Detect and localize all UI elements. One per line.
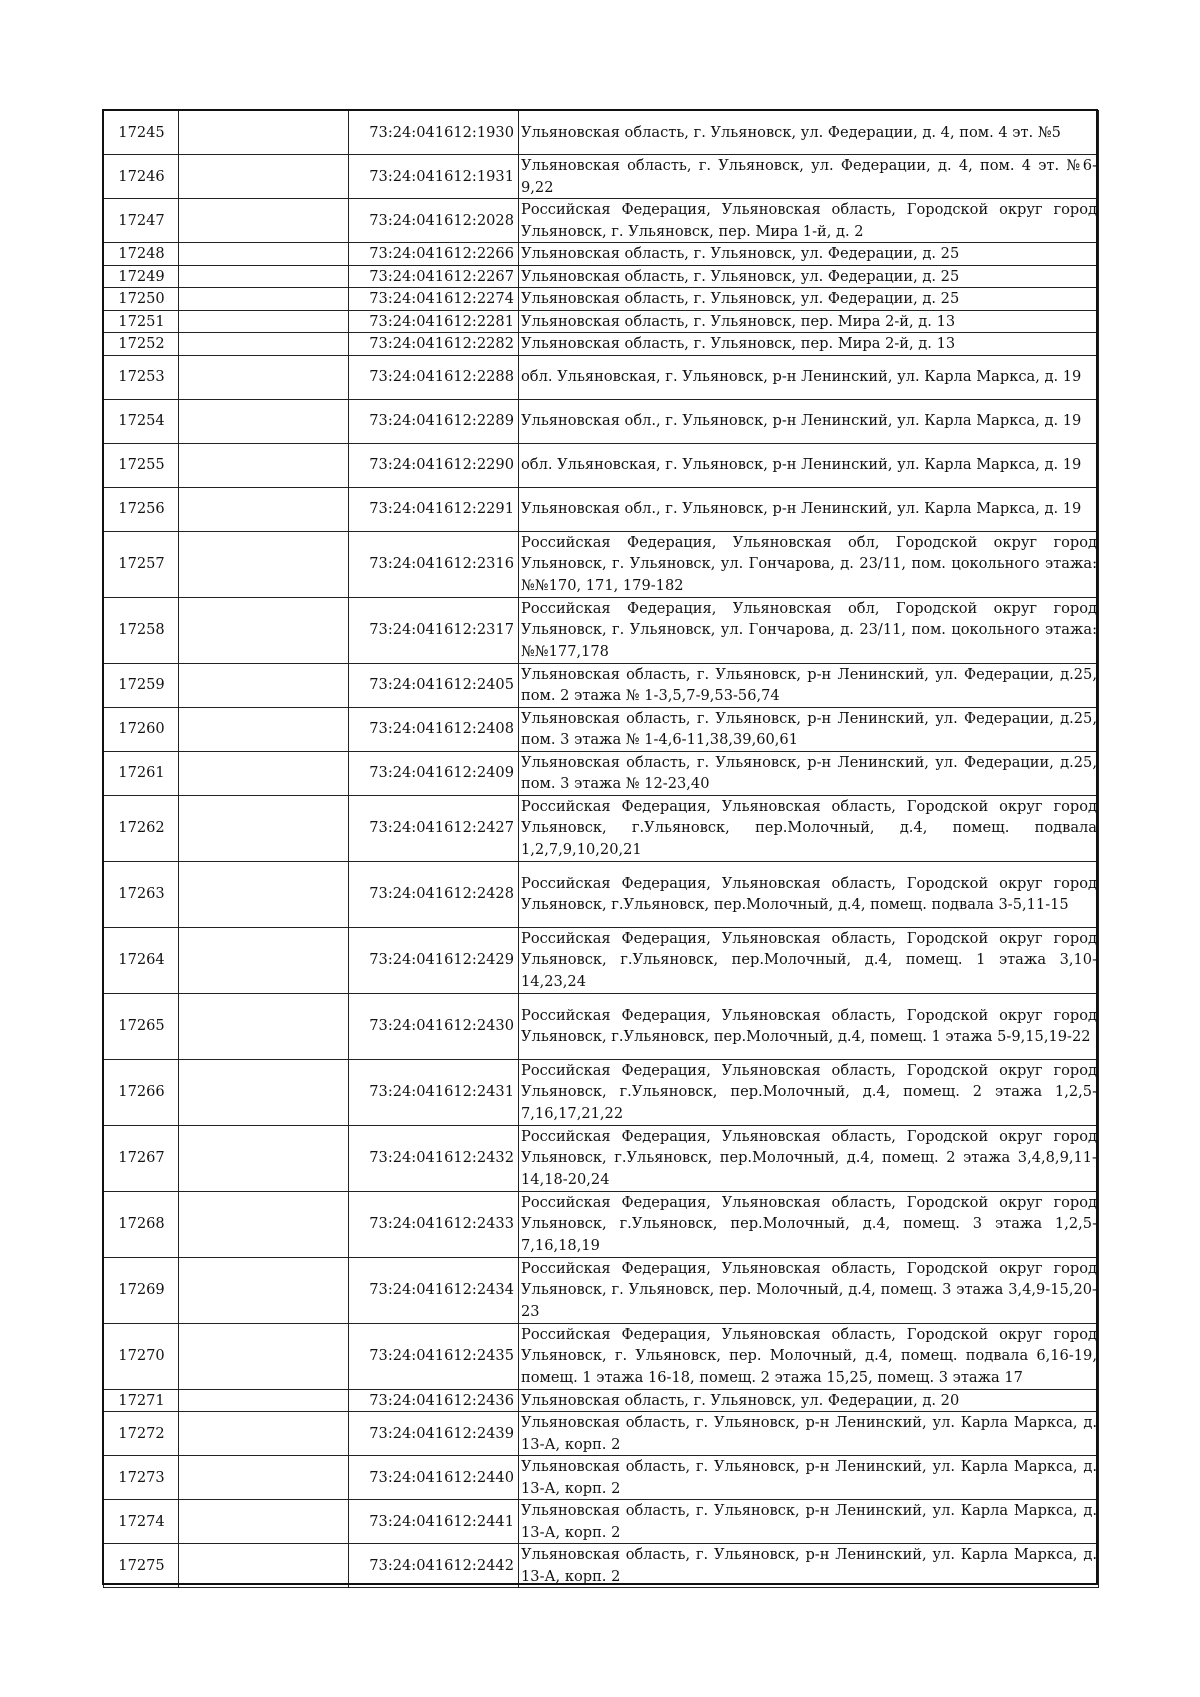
row-empty-cell xyxy=(179,861,349,927)
cadastral-number: 73:24:041612:2408 xyxy=(349,707,519,751)
cadastral-number: 73:24:041612:1931 xyxy=(349,155,519,199)
row-number: 17275 xyxy=(104,1544,179,1588)
table-row xyxy=(104,1456,1099,1500)
address-cell: Ульяновская область, г. Ульяновск, ул. Федерации, д. 4, пом. 4 эт. №5 xyxy=(519,111,1099,155)
table-row xyxy=(104,111,1099,155)
row-number: 17255 xyxy=(104,443,179,487)
row-number: 17253 xyxy=(104,355,179,399)
table-row xyxy=(104,243,1099,266)
address-cell: Российская Федерация, Ульяновская обл, Городской округ город Ульяновск, г. Ульяновск, ул. Гончарова, д. 23/11, пом. цокольного этажа: №№177,178 xyxy=(519,597,1099,663)
row-empty-cell xyxy=(179,333,349,356)
address-cell: Ульяновская область, г. Ульяновск, ул. Федерации, д. 25 xyxy=(519,265,1099,288)
address-cell: Ульяновская область, г. Ульяновск, ул. Федерации, д. 25 xyxy=(519,243,1099,266)
cadastral-number: 73:24:041612:2267 xyxy=(349,265,519,288)
row-number: 17265 xyxy=(104,993,179,1059)
row-empty-cell xyxy=(179,751,349,795)
table-row xyxy=(104,1059,1099,1125)
row-number: 17263 xyxy=(104,861,179,927)
table-row xyxy=(104,1389,1099,1412)
table-row xyxy=(104,399,1099,443)
table-row xyxy=(104,531,1099,597)
table-row xyxy=(104,861,1099,927)
address-cell: Российская Федерация, Ульяновская область, Городской округ город Ульяновск, г.Ульяновск, пер.Молочный, д.4, помещ. 2 этажа 3,4,8,9,11-14,18-20,24 xyxy=(519,1125,1099,1191)
address-cell: Российская Федерация, Ульяновская обл, Городской округ город Ульяновск, г. Ульяновск, ул. Гончарова, д. 23/11, пом. цокольного этажа: №№170, 171, 179-182 xyxy=(519,531,1099,597)
row-empty-cell xyxy=(179,1389,349,1412)
cadastral-number: 73:24:041612:2409 xyxy=(349,751,519,795)
row-empty-cell xyxy=(179,111,349,155)
row-empty-cell xyxy=(179,1412,349,1456)
row-number: 17246 xyxy=(104,155,179,199)
row-empty-cell xyxy=(179,310,349,333)
row-empty-cell xyxy=(179,288,349,311)
cadastral-number: 73:24:041612:2288 xyxy=(349,355,519,399)
table-row xyxy=(104,487,1099,531)
cadastral-number: 73:24:041612:2289 xyxy=(349,399,519,443)
address-cell: Ульяновская область, г. Ульяновск, ул. Федерации, д. 4, пом. 4 эт. №6-9,22 xyxy=(519,155,1099,199)
cadastral-number: 73:24:041612:1930 xyxy=(349,111,519,155)
table-row xyxy=(104,597,1099,663)
row-number: 17274 xyxy=(104,1500,179,1544)
row-empty-cell xyxy=(179,707,349,751)
row-number: 17271 xyxy=(104,1389,179,1412)
row-number: 17269 xyxy=(104,1257,179,1323)
row-number: 17266 xyxy=(104,1059,179,1125)
registry-table xyxy=(103,110,1099,1588)
row-number: 17252 xyxy=(104,333,179,356)
cadastral-number: 73:24:041612:2290 xyxy=(349,443,519,487)
row-number: 17247 xyxy=(104,199,179,243)
cadastral-number: 73:24:041612:2317 xyxy=(349,597,519,663)
row-number: 17272 xyxy=(104,1412,179,1456)
cadastral-number: 73:24:041612:2281 xyxy=(349,310,519,333)
row-empty-cell xyxy=(179,597,349,663)
row-number: 17245 xyxy=(104,111,179,155)
cadastral-number: 73:24:041612:2291 xyxy=(349,487,519,531)
row-number: 17260 xyxy=(104,707,179,751)
row-empty-cell xyxy=(179,531,349,597)
table-row xyxy=(104,265,1099,288)
table-row xyxy=(104,1323,1099,1389)
table-row xyxy=(104,310,1099,333)
row-number: 17257 xyxy=(104,531,179,597)
row-empty-cell xyxy=(179,1323,349,1389)
table-row xyxy=(104,443,1099,487)
address-cell: Российская Федерация, Ульяновская область, Городской округ город Ульяновск, г.Ульяновск, пер.Молочный, д.4, помещ. 1 этажа 5-9,15,19-22 xyxy=(519,993,1099,1059)
row-empty-cell xyxy=(179,1257,349,1323)
row-empty-cell xyxy=(179,1500,349,1544)
table-row xyxy=(104,199,1099,243)
address-cell: Ульяновская область, г. Ульяновск, р-н Ленинский, ул. Федерации, д.25, пом. 3 этажа № 12-23,40 xyxy=(519,751,1099,795)
address-cell: Российская Федерация, Ульяновская область, Городской округ город Ульяновск, г. Ульяновск, пер. Мира 1-й, д. 2 xyxy=(519,199,1099,243)
address-cell: Российская Федерация, Ульяновская область, Городской округ город Ульяновск, г.Ульяновск, пер.Молочный, д.4, помещ. 3 этажа 1,2,5-7,16,18,19 xyxy=(519,1191,1099,1257)
cadastral-number: 73:24:041612:2405 xyxy=(349,663,519,707)
row-empty-cell xyxy=(179,1059,349,1125)
address-cell: Российская Федерация, Ульяновская область, Городской округ город Ульяновск, г.Ульяновск, пер.Молочный, д.4, помещ. 2 этажа 1,2,5-7,16,17,21,22 xyxy=(519,1059,1099,1125)
cadastral-number: 73:24:041612:2435 xyxy=(349,1323,519,1389)
row-number: 17259 xyxy=(104,663,179,707)
table-row xyxy=(104,1257,1099,1323)
cadastral-number: 73:24:041612:2316 xyxy=(349,531,519,597)
row-number: 17251 xyxy=(104,310,179,333)
address-cell: Ульяновская область, г. Ульяновск, р-н Ленинский, ул. Карла Маркса, д. 13-А, корп. 2 xyxy=(519,1544,1099,1588)
cadastral-number: 73:24:041612:2028 xyxy=(349,199,519,243)
row-empty-cell xyxy=(179,927,349,993)
row-number: 17273 xyxy=(104,1456,179,1500)
address-cell: Ульяновская область, г. Ульяновск, р-н Ленинский, ул. Карла Маркса, д. 13-А, корп. 2 xyxy=(519,1412,1099,1456)
cadastral-number: 73:24:041612:2440 xyxy=(349,1456,519,1500)
address-cell: Ульяновская область, г. Ульяновск, р-н Ленинский, ул. Федерации, д.25, пом. 2 этажа № 1-3,5,7-9,53-56,74 xyxy=(519,663,1099,707)
row-number: 17258 xyxy=(104,597,179,663)
row-empty-cell xyxy=(179,487,349,531)
table-row xyxy=(104,993,1099,1059)
table-row xyxy=(104,927,1099,993)
row-number: 17249 xyxy=(104,265,179,288)
row-empty-cell xyxy=(179,443,349,487)
cadastral-number: 73:24:041612:2282 xyxy=(349,333,519,356)
table-row xyxy=(104,663,1099,707)
table-row xyxy=(104,707,1099,751)
row-number: 17270 xyxy=(104,1323,179,1389)
row-empty-cell xyxy=(179,399,349,443)
address-cell: Российская Федерация, Ульяновская область, Городской округ город Ульяновск, г.Ульяновск, пер.Молочный, д.4, помещ. подвала 3-5,11-15 xyxy=(519,861,1099,927)
table-row xyxy=(104,333,1099,356)
address-cell: Ульяновская обл., г. Ульяновск, р-н Ленинский, ул. Карла Маркса, д. 19 xyxy=(519,487,1099,531)
row-number: 17262 xyxy=(104,795,179,861)
row-number: 17268 xyxy=(104,1191,179,1257)
table-row xyxy=(104,1125,1099,1191)
address-cell: обл. Ульяновская, г. Ульяновск, р-н Ленинский, ул. Карла Маркса, д. 19 xyxy=(519,443,1099,487)
cadastral-number: 73:24:041612:2266 xyxy=(349,243,519,266)
address-cell: Российская Федерация, Ульяновская область, Городской округ город Ульяновск, г. Ульяновск, пер. Молочный, д.4, помещ. 3 этажа 3,4,9-15,20-23 xyxy=(519,1257,1099,1323)
address-cell: Ульяновская область, г. Ульяновск, пер. Мира 2-й, д. 13 xyxy=(519,310,1099,333)
address-cell: Ульяновская область, г. Ульяновск, р-н Ленинский, ул. Федерации, д.25, пом. 3 этажа № 1-4,6-11,38,39,60,61 xyxy=(519,707,1099,751)
table-row xyxy=(104,751,1099,795)
row-empty-cell xyxy=(179,1456,349,1500)
address-cell: Российская Федерация, Ульяновская область, Городской округ город Ульяновск, г.Ульяновск, пер.Молочный, д.4, помещ. подвала 1,2,7,9,10,20,21 xyxy=(519,795,1099,861)
row-number: 17267 xyxy=(104,1125,179,1191)
table-row xyxy=(104,1412,1099,1456)
address-cell: Ульяновская область, г. Ульяновск, ул. Федерации, д. 20 xyxy=(519,1389,1099,1412)
row-number: 17254 xyxy=(104,399,179,443)
address-cell: Ульяновская область, г. Ульяновск, р-н Ленинский, ул. Карла Маркса, д. 13-А, корп. 2 xyxy=(519,1500,1099,1544)
row-empty-cell xyxy=(179,1125,349,1191)
row-empty-cell xyxy=(179,265,349,288)
table-row xyxy=(104,155,1099,199)
row-number: 17250 xyxy=(104,288,179,311)
address-cell: Российская Федерация, Ульяновская область, Городской округ город Ульяновск, г. Ульяновск, пер. Молочный, д.4, помещ. подвала 6,16-19, помещ. 1 этажа 16-18, помещ. 2 этажа 15,25, помещ. 3 этажа 17 xyxy=(519,1323,1099,1389)
table-row xyxy=(104,1544,1099,1588)
address-cell: Ульяновская обл., г. Ульяновск, р-н Ленинский, ул. Карла Маркса, д. 19 xyxy=(519,399,1099,443)
table-row xyxy=(104,795,1099,861)
row-empty-cell xyxy=(179,993,349,1059)
cadastral-number: 73:24:041612:2431 xyxy=(349,1059,519,1125)
cadastral-number: 73:24:041612:2427 xyxy=(349,795,519,861)
table-row xyxy=(104,1500,1099,1544)
cadastral-number: 73:24:041612:2439 xyxy=(349,1412,519,1456)
cadastral-number: 73:24:041612:2433 xyxy=(349,1191,519,1257)
cadastral-number: 73:24:041612:2432 xyxy=(349,1125,519,1191)
address-cell: обл. Ульяновская, г. Ульяновск, р-н Ленинский, ул. Карла Маркса, д. 19 xyxy=(519,355,1099,399)
address-cell: Российская Федерация, Ульяновская область, Городской округ город Ульяновск, г.Ульяновск, пер.Молочный, д.4, помещ. 1 этажа 3,10-14,23,24 xyxy=(519,927,1099,993)
address-cell: Ульяновская область, г. Ульяновск, пер. Мира 2-й, д. 13 xyxy=(519,333,1099,356)
row-number: 17261 xyxy=(104,751,179,795)
row-empty-cell xyxy=(179,1191,349,1257)
cadastral-number: 73:24:041612:2434 xyxy=(349,1257,519,1323)
row-empty-cell xyxy=(179,1544,349,1588)
row-number: 17264 xyxy=(104,927,179,993)
row-empty-cell xyxy=(179,355,349,399)
cadastral-number: 73:24:041612:2430 xyxy=(349,993,519,1059)
registry-table-body xyxy=(104,111,1099,1588)
address-cell: Ульяновская область, г. Ульяновск, р-н Ленинский, ул. Карла Маркса, д. 13-А, корп. 2 xyxy=(519,1456,1099,1500)
address-cell: Ульяновская область, г. Ульяновск, ул. Федерации, д. 25 xyxy=(519,288,1099,311)
cadastral-number: 73:24:041612:2442 xyxy=(349,1544,519,1588)
cadastral-number: 73:24:041612:2274 xyxy=(349,288,519,311)
row-empty-cell xyxy=(179,663,349,707)
row-number: 17256 xyxy=(104,487,179,531)
row-empty-cell xyxy=(179,199,349,243)
table-row xyxy=(104,1191,1099,1257)
row-empty-cell xyxy=(179,795,349,861)
row-empty-cell xyxy=(179,243,349,266)
cadastral-number: 73:24:041612:2436 xyxy=(349,1389,519,1412)
row-empty-cell xyxy=(179,155,349,199)
cadastral-number: 73:24:041612:2441 xyxy=(349,1500,519,1544)
cadastral-number: 73:24:041612:2429 xyxy=(349,927,519,993)
row-number: 17248 xyxy=(104,243,179,266)
table-row xyxy=(104,288,1099,311)
table-row xyxy=(104,355,1099,399)
cadastral-number: 73:24:041612:2428 xyxy=(349,861,519,927)
